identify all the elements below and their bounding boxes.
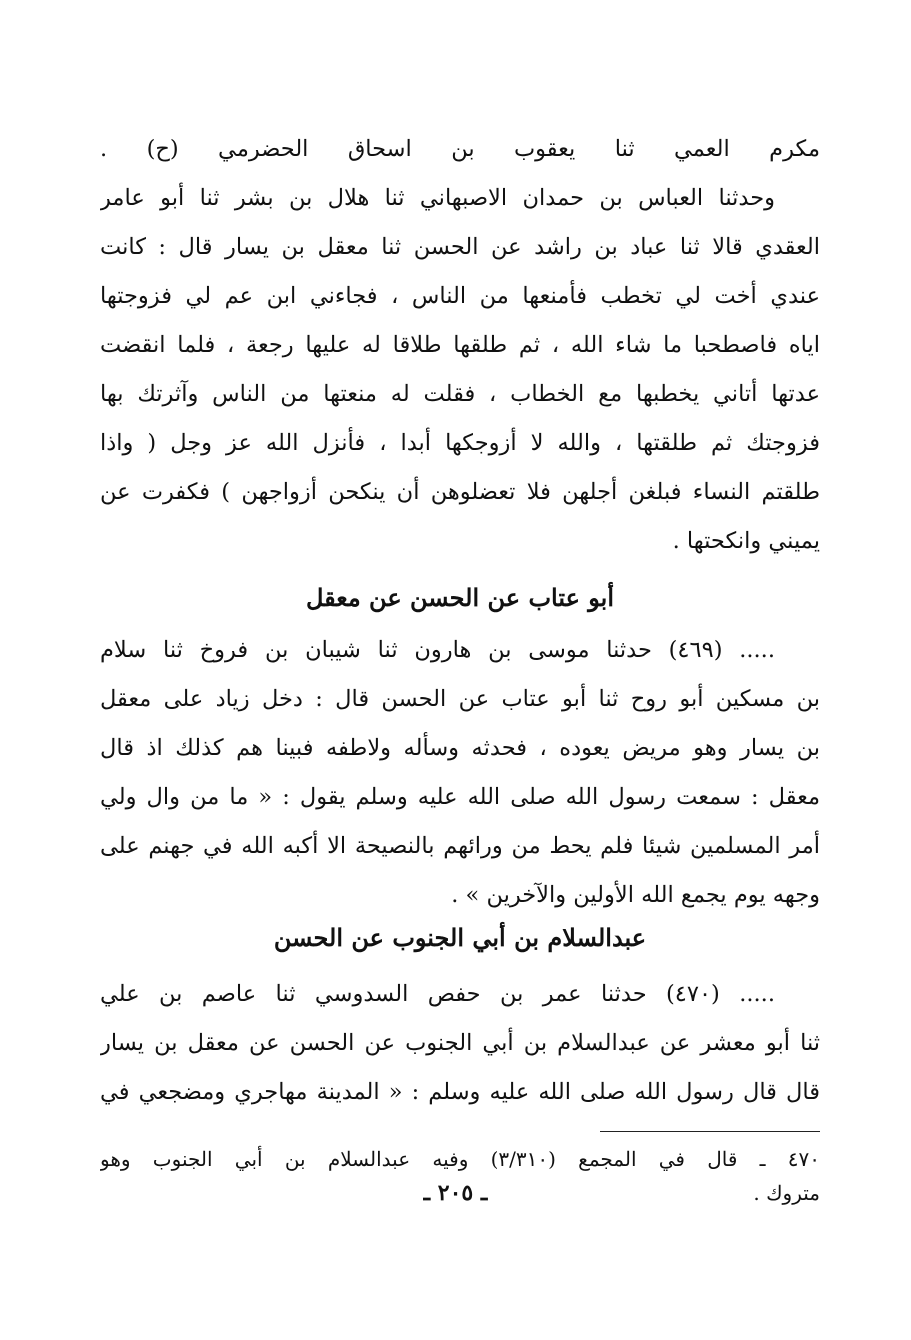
text-line: العقدي قالا ثنا عباد بن راشد عن الحسن ثنا معقل بن يسار قال : كانت bbox=[100, 234, 820, 260]
text-line: عندي أخت لي تخطب فأمنعها من الناس ، فجاءني ابن عم لي فزوجتها bbox=[100, 283, 820, 309]
text-line: وحدثنا العباس بن حمدان الاصبهاني ثنا هلال بن بشر ثنا أبو عامر bbox=[100, 185, 775, 211]
text-line: ..... (٤٦٩) حدثنا موسى بن هارون ثنا شيبان بن فروخ ثنا سلام bbox=[100, 637, 775, 663]
text-line: بن مسكين أبو روح ثنا أبو عتاب عن الحسن قال : دخل زياد على معقل bbox=[100, 686, 820, 712]
text-line: مكرم العمي ثنا يعقوب بن اسحاق الحضرمي (ح) . bbox=[100, 136, 820, 162]
page-number: ـ ٢٠٥ ـ bbox=[423, 1180, 488, 1206]
section-heading: أبو عتاب عن الحسن عن معقل bbox=[305, 583, 615, 612]
footnote-line: متروك . bbox=[753, 1181, 820, 1205]
text-line: طلقتم النساء فبلغن أجلهن فلا تعضلوهن أن ينكحن أزواجهن ) فكفرت عن bbox=[100, 479, 820, 505]
section-heading: عبدالسلام بن أبي الجنوب عن الحسن bbox=[273, 923, 647, 952]
paragraph-top bbox=[100, 125, 820, 566]
paragraph-bottom bbox=[100, 970, 820, 1117]
text-line: يميني وانكحتها . bbox=[672, 528, 820, 554]
text-line: قال قال رسول الله صلى الله عليه وسلم : « المدينة مهاجري ومضجعي في bbox=[100, 1079, 820, 1105]
text-line: بن يسار وهو مريض يعوده ، فحدثه وسأله ولاطفه فبينا هم كذلك اذ قال bbox=[100, 735, 820, 761]
footnote-line: ٤٧٠ ـ قال في المجمع (٣/٣١٠) وفيه عبدالسلام بن أبي الجنوب وهو bbox=[100, 1147, 820, 1171]
text-line: معقل : سمعت رسول الله صلى الله عليه وسلم يقول : « ما من وال ولي bbox=[100, 784, 820, 810]
page-body bbox=[100, 125, 820, 1210]
text-line: عدتها أتاني يخطبها مع الخطاب ، فقلت له منعتها من الناس وآثرتك بها bbox=[100, 381, 820, 407]
paragraph-mid bbox=[100, 626, 820, 920]
footnote-separator bbox=[600, 1131, 820, 1132]
text-line: وجهه يوم يجمع الله الأولين والآخرين » . bbox=[451, 882, 820, 908]
text-line: فزوجتك ثم طلقتها ، والله لا أزوجكها أبدا ، فأنزل الله عز وجل ( واذا bbox=[100, 430, 820, 456]
text-line: ..... (٤٧٠) حدثنا عمر بن حفص السدوسي ثنا عاصم بن علي bbox=[100, 981, 775, 1007]
text-line: اياه فاصطحبا ما شاء الله ، ثم طلقها طلاقا له عليها رجعة ، فلما انقضت bbox=[100, 332, 820, 358]
text-line: ثنا أبو معشر عن عبدالسلام بن أبي الجنوب عن الحسن عن معقل بن يسار bbox=[100, 1030, 820, 1056]
text-line: أمر المسلمين شيئا فلم يحط من ورائهم بالنصيحة الا أكبه الله في جهنم على bbox=[100, 833, 820, 859]
